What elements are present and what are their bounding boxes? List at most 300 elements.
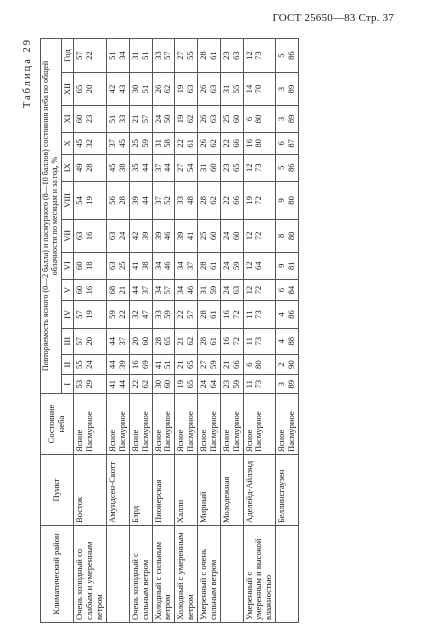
- clear-value: 26: [198, 84, 209, 94]
- value-cell: [243, 219, 276, 252]
- clear-value: 24: [220, 261, 231, 271]
- climate-cell: Умеренный с умеренным и высокой влажностью: [243, 526, 276, 623]
- overcast-value: 54: [185, 163, 196, 173]
- overcast-value: 59: [230, 379, 241, 389]
- value-cell: [74, 154, 107, 181]
- value-cell: [107, 73, 130, 106]
- overcast-value: 81: [286, 261, 297, 271]
- clear-value: 37: [152, 196, 163, 205]
- clear-value: 56: [107, 196, 118, 205]
- state-cell: [74, 394, 107, 455]
- value-cell: [276, 105, 299, 132]
- month-header: X: [61, 133, 74, 155]
- clear-value: 27: [175, 163, 186, 173]
- state-cell: [198, 394, 221, 455]
- clear-value: 12: [243, 51, 254, 60]
- clear-value: 22: [220, 196, 231, 205]
- value-cell: [175, 39, 198, 73]
- overcast-value: 20: [84, 336, 95, 346]
- overcast-value: 62: [185, 114, 196, 124]
- clear-value: 24: [152, 114, 163, 124]
- overcast-value: 63: [230, 51, 241, 60]
- clear-value: 8: [276, 233, 287, 238]
- table-body: [74, 39, 299, 623]
- overcast-value: 80: [253, 360, 264, 369]
- month-header: II: [61, 354, 74, 375]
- value-cell: [220, 154, 243, 181]
- clear-value: 33: [152, 51, 163, 60]
- overcast-value: 73: [253, 379, 264, 389]
- value-cell: [220, 328, 243, 354]
- overcast-value: 21: [116, 285, 127, 295]
- clear-value: 28: [152, 336, 163, 346]
- value-cell: [129, 105, 152, 132]
- month-header: IV: [61, 301, 74, 328]
- overcast-value: 66: [230, 360, 241, 369]
- point-cell: Бэрд: [129, 455, 152, 526]
- clear-value: 33: [175, 196, 186, 205]
- value-cell: [152, 219, 175, 252]
- page-header: [0, 12, 424, 28]
- state-label: Пасмурное: [185, 411, 196, 452]
- month-header: XI: [61, 105, 74, 132]
- overcast-value: 41: [185, 231, 196, 241]
- clear-value: 31: [220, 84, 231, 94]
- clear-value: 41: [152, 360, 163, 369]
- overcast-value: 89: [286, 379, 297, 389]
- overcast-value: 80: [253, 139, 264, 148]
- value-cell: [74, 133, 107, 155]
- climate-cell: [220, 526, 243, 623]
- header-row: [41, 39, 62, 623]
- overcast-value: 22: [84, 51, 95, 60]
- clear-value: 24: [220, 231, 231, 241]
- overcast-value: 44: [162, 163, 173, 173]
- value-cell: [74, 105, 107, 132]
- value-cell: [243, 181, 276, 219]
- overcast-value: 80: [286, 231, 297, 241]
- state-label: Ясное: [243, 429, 254, 452]
- overcast-value: 47: [139, 310, 150, 319]
- point-cell: Мирный: [198, 455, 221, 526]
- clear-value: 55: [74, 360, 85, 369]
- overcast-value: 55: [230, 84, 241, 94]
- overcast-value: 60: [230, 114, 241, 124]
- value-cell: [243, 73, 276, 106]
- clear-value: 21: [175, 360, 186, 369]
- overcast-value: 89: [286, 114, 297, 124]
- clear-value: 28: [198, 196, 209, 205]
- state-label: Пасмурное: [84, 411, 95, 452]
- clear-value: 26: [152, 84, 163, 94]
- document-reference: ГОСТ 25650—83 Стр. 37: [272, 12, 394, 24]
- overcast-value: 16: [84, 231, 95, 241]
- value-cell: [220, 105, 243, 132]
- value-cell: [276, 39, 299, 73]
- state-cell: [243, 394, 276, 455]
- clear-value: 16: [129, 360, 140, 369]
- clear-value: 9: [276, 263, 287, 268]
- value-cell: [276, 354, 299, 375]
- overcast-value: 52: [162, 196, 173, 205]
- clear-value: 11: [243, 337, 254, 346]
- overcast-value: 60: [207, 163, 218, 173]
- overcast-value: 86: [286, 310, 297, 319]
- clear-value: 5: [276, 53, 287, 58]
- clear-value: 44: [107, 336, 118, 346]
- clear-value: 30: [152, 379, 163, 389]
- cloudiness-table: [40, 38, 299, 623]
- value-cell: [129, 219, 152, 252]
- overcast-value: 61: [207, 51, 218, 60]
- clear-value: 2: [276, 362, 287, 367]
- clear-value: 34: [175, 261, 186, 271]
- clear-value: 35: [129, 163, 140, 173]
- value-cell: [74, 252, 107, 279]
- overcast-value: 60: [139, 336, 150, 346]
- overcast-value: 58: [162, 139, 173, 148]
- state-cell: [152, 394, 175, 455]
- clear-value: 16: [220, 310, 231, 319]
- value-cell: [74, 219, 107, 252]
- overcast-value: 87: [286, 139, 297, 148]
- overcast-value: 80: [286, 196, 297, 205]
- overcast-value: 18: [84, 261, 95, 271]
- header-state: Состояние неба: [41, 394, 74, 455]
- clear-value: 24: [198, 379, 209, 389]
- value-cell: [276, 181, 299, 219]
- clear-value: 44: [107, 360, 118, 369]
- clear-value: 19: [175, 84, 186, 94]
- overcast-value: 28: [84, 163, 95, 173]
- value-cell: [220, 354, 243, 375]
- overcast-value: 62: [139, 379, 150, 389]
- overcast-value: 63: [185, 84, 196, 94]
- overcast-value: 66: [230, 196, 241, 205]
- climate-cell: Холодный с сильным ветром: [152, 526, 175, 623]
- overcast-value: 22: [116, 310, 127, 319]
- value-cell: [175, 279, 198, 301]
- month-header: Год: [61, 39, 74, 73]
- clear-value: 39: [152, 231, 163, 241]
- value-cell: [175, 328, 198, 354]
- overcast-value: 19: [84, 196, 95, 205]
- value-cell: [152, 375, 175, 394]
- clear-value: 42: [107, 84, 118, 94]
- value-cell: [129, 328, 152, 354]
- overcast-value: 24: [84, 360, 95, 369]
- clear-value: 28: [198, 51, 209, 60]
- value-cell: [276, 252, 299, 279]
- value-cell: [220, 219, 243, 252]
- value-cell: [276, 73, 299, 106]
- clear-value: 14: [243, 84, 254, 94]
- clear-value: 4: [276, 312, 287, 317]
- clear-value: 65: [74, 84, 85, 94]
- clear-value: 21: [220, 360, 231, 369]
- state-cell: [107, 394, 130, 455]
- clear-value: 26: [198, 139, 209, 148]
- value-cell: [198, 219, 221, 252]
- overcast-value: 73: [253, 336, 264, 346]
- overcast-value: 63: [207, 84, 218, 94]
- value-cell: [220, 39, 243, 73]
- value-cell: [198, 301, 221, 328]
- point-cell: Халли: [175, 455, 198, 526]
- value-cell: [175, 354, 198, 375]
- table-row: [198, 39, 221, 623]
- clear-value: 63: [107, 261, 118, 271]
- overcast-value: 73: [253, 163, 264, 173]
- clear-value: 28: [198, 261, 209, 271]
- value-cell: [198, 39, 221, 73]
- climate-cell: [276, 526, 299, 623]
- overcast-value: 64: [253, 261, 264, 271]
- value-cell: [198, 328, 221, 354]
- value-cell: [175, 301, 198, 328]
- overcast-value: 73: [253, 51, 264, 60]
- overcast-value: 44: [139, 163, 150, 173]
- clear-value: 54: [74, 196, 85, 205]
- clear-value: 57: [74, 51, 85, 60]
- value-cell: [243, 105, 276, 132]
- value-cell: [198, 73, 221, 106]
- table-row: [152, 39, 175, 623]
- clear-value: 19: [175, 379, 186, 389]
- overcast-value: 51: [139, 51, 150, 60]
- point-cell: Аделейд-Айлэнд: [243, 455, 276, 526]
- clear-value: 39: [175, 231, 186, 241]
- table-row: [74, 39, 107, 623]
- value-cell: [152, 154, 175, 181]
- clear-value: 31: [198, 163, 209, 173]
- value-cell: [243, 39, 276, 73]
- value-cell: [129, 279, 152, 301]
- clear-value: 45: [107, 163, 118, 173]
- value-cell: [129, 154, 152, 181]
- value-cell: [152, 133, 175, 155]
- value-cell: [74, 181, 107, 219]
- clear-value: 22: [220, 139, 231, 148]
- point-cell: Беллинсгаузен: [276, 455, 299, 526]
- overcast-value: 84: [286, 285, 297, 295]
- value-cell: [74, 279, 107, 301]
- clear-value: 22: [175, 139, 186, 148]
- overcast-value: 63: [230, 285, 241, 295]
- overcast-value: 65: [162, 336, 173, 346]
- state-label: Пасмурное: [116, 411, 127, 452]
- overcast-value: 33: [116, 114, 127, 124]
- value-cell: [107, 181, 130, 219]
- clear-value: 12: [243, 163, 254, 173]
- clear-value: 68: [107, 285, 118, 295]
- value-cell: [107, 252, 130, 279]
- value-cell: [107, 133, 130, 155]
- value-cell: [175, 252, 198, 279]
- value-cell: [74, 354, 107, 375]
- overcast-value: 46: [185, 285, 196, 295]
- overcast-value: 62: [207, 196, 218, 205]
- overcast-value: 72: [253, 231, 264, 241]
- value-cell: [198, 279, 221, 301]
- state-label: Ясное: [152, 429, 163, 452]
- overcast-value: 59: [162, 310, 173, 319]
- clear-value: 51: [107, 51, 118, 60]
- clear-value: 60: [74, 114, 85, 124]
- value-cell: [152, 279, 175, 301]
- overcast-value: 72: [253, 196, 264, 205]
- clear-value: 44: [129, 285, 140, 295]
- value-cell: [129, 252, 152, 279]
- value-cell: [175, 73, 198, 106]
- clear-value: 12: [243, 285, 254, 295]
- value-cell: [198, 133, 221, 155]
- value-cell: [276, 133, 299, 155]
- clear-value: 31: [152, 139, 163, 148]
- state-label: Ясное: [175, 429, 186, 452]
- state-label: Пасмурное: [139, 411, 150, 452]
- value-cell: [74, 39, 107, 73]
- overcast-value: 65: [185, 379, 196, 389]
- clear-value: 26: [198, 114, 209, 124]
- rotated-table-area: [22, 38, 411, 623]
- clear-value: 39: [129, 196, 140, 205]
- month-header: III: [61, 328, 74, 354]
- month-header: V: [61, 279, 74, 301]
- value-cell: [276, 375, 299, 394]
- climate-cell: Очень холодный со слабым и умеренным ветром: [74, 526, 107, 623]
- clear-value: 60: [74, 285, 85, 295]
- clear-value: 16: [220, 336, 231, 346]
- overcast-value: 57: [162, 51, 173, 60]
- state-label: Ясное: [220, 429, 231, 452]
- clear-value: 25: [129, 139, 140, 148]
- overcast-value: 88: [286, 336, 297, 346]
- overcast-value: 64: [207, 379, 218, 389]
- value-cell: [129, 39, 152, 73]
- value-cell: [198, 181, 221, 219]
- overcast-value: 62: [185, 336, 196, 346]
- value-cell: [198, 375, 221, 394]
- header-point: Пункт: [41, 455, 74, 526]
- value-cell: [220, 181, 243, 219]
- clear-value: 12: [243, 261, 254, 271]
- value-cell: [74, 375, 107, 394]
- clear-value: 41: [107, 379, 118, 389]
- clear-value: 19: [243, 196, 254, 205]
- value-cell: [129, 73, 152, 106]
- clear-value: 60: [74, 261, 85, 271]
- table-frame: [22, 38, 411, 623]
- month-header: XII: [61, 73, 74, 106]
- value-cell: [129, 181, 152, 219]
- clear-value: 11: [243, 380, 254, 389]
- value-cell: [243, 133, 276, 155]
- overcast-value: 43: [116, 84, 127, 94]
- clear-value: 37: [152, 163, 163, 173]
- overcast-value: 57: [139, 114, 150, 124]
- clear-value: 41: [129, 261, 140, 271]
- state-label: Ясное: [198, 429, 209, 452]
- overcast-value: 16: [84, 285, 95, 295]
- point-cell: Пионерская: [152, 455, 175, 526]
- state-label: Пасмурное: [162, 411, 173, 452]
- clear-value: 6: [276, 141, 287, 146]
- clear-value: 42: [129, 231, 140, 241]
- clear-value: 19: [175, 114, 186, 124]
- clear-value: 23: [220, 379, 231, 389]
- point-cell: Амундсен-Скотт: [107, 455, 130, 526]
- climate-cell: Холодный с умеренным ветром: [175, 526, 198, 623]
- clear-value: 45: [74, 139, 85, 148]
- clear-value: 31: [198, 285, 209, 295]
- value-cell: [175, 133, 198, 155]
- clear-value: 34: [152, 285, 163, 295]
- overcast-value: 62: [162, 84, 173, 94]
- value-cell: [243, 279, 276, 301]
- value-cell: [198, 354, 221, 375]
- overcast-value: 51: [162, 360, 173, 369]
- clear-value: 30: [129, 84, 140, 94]
- overcast-value: 34: [116, 51, 127, 60]
- clear-value: 23: [220, 163, 231, 173]
- clear-value: 31: [129, 51, 140, 60]
- climate-cell: Очень холодный с сильным ветром: [129, 526, 152, 623]
- overcast-value: 59: [207, 285, 218, 295]
- month-header: IX: [61, 154, 74, 181]
- overcast-value: 51: [139, 84, 150, 94]
- state-label: Пасмурное: [286, 411, 297, 452]
- value-cell: [175, 154, 198, 181]
- overcast-value: 46: [162, 231, 173, 241]
- clear-value: 22: [175, 310, 186, 319]
- state-cell: [220, 394, 243, 455]
- clear-value: 6: [243, 362, 254, 367]
- state-label: Ясное: [107, 429, 118, 452]
- clear-value: 16: [243, 139, 254, 148]
- table-row: [220, 39, 243, 623]
- overcast-value: 90: [286, 360, 297, 369]
- clear-value: 11: [243, 310, 254, 319]
- value-cell: [129, 133, 152, 155]
- overcast-value: 89: [286, 84, 297, 94]
- value-cell: [276, 219, 299, 252]
- state-label: Пасмурное: [207, 411, 218, 452]
- overcast-value: 66: [230, 139, 241, 148]
- value-cell: [220, 252, 243, 279]
- overcast-value: 60: [207, 231, 218, 241]
- table-row: [129, 39, 152, 623]
- value-cell: [243, 252, 276, 279]
- overcast-value: 20: [84, 84, 95, 94]
- value-cell: [129, 375, 152, 394]
- value-cell: [198, 154, 221, 181]
- clear-value: 49: [74, 163, 85, 173]
- clear-value: 12: [243, 231, 254, 241]
- value-cell: [243, 375, 276, 394]
- overcast-value: 61: [207, 336, 218, 346]
- clear-value: 27: [175, 51, 186, 60]
- overcast-value: 61: [207, 261, 218, 271]
- value-cell: [220, 301, 243, 328]
- overcast-value: 72: [230, 310, 241, 319]
- value-cell: [243, 328, 276, 354]
- table-row: [107, 39, 130, 623]
- overcast-value: 39: [116, 360, 127, 369]
- clear-value: 57: [74, 336, 85, 346]
- overcast-value: 29: [84, 379, 95, 389]
- value-cell: [152, 328, 175, 354]
